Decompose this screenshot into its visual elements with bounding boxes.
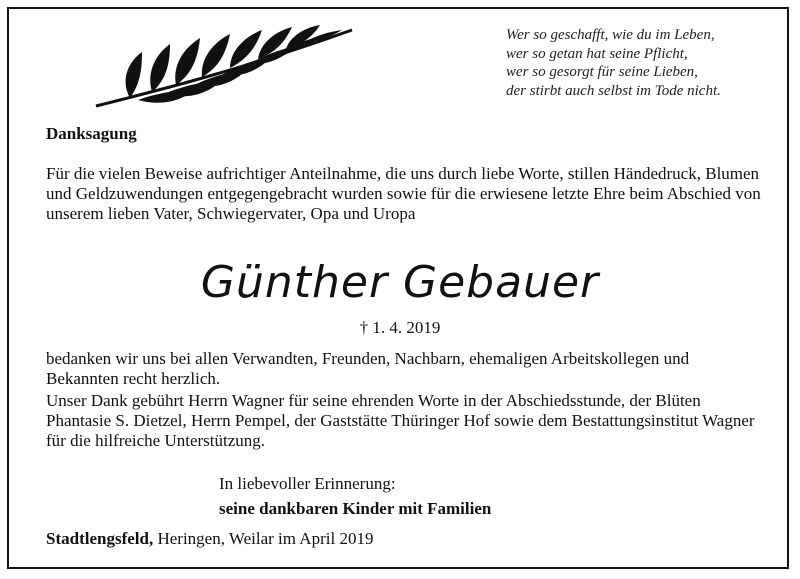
palm-branch-icon <box>90 20 360 110</box>
death-date: † 1. 4. 2019 <box>359 318 441 337</box>
page-title: Danksagung <box>46 124 137 143</box>
deceased-name: Günther Gebauer <box>200 257 600 308</box>
thanks-specific-paragraph: Unser Dank gebührt Herrn Wagner für seine ehrenden Worte in der Abschiedsstunde, der Blüten Phantasie S. Dietzel, Herrn Pempel, der Gaststätte Thüringer Hof sowie dem Bestattungsinstitut Wagner für die hilfreiche Unterstützung. <box>46 391 755 450</box>
place-date-line <box>46 529 373 549</box>
memorial-poem <box>506 26 786 100</box>
place-town: Stadtlengsfeld, <box>46 529 154 548</box>
intro-paragraph: Für die vielen Beweise aufrichtiger Anteilnahme, die uns durch liebe Worte, stillen Händedruck, Blumen und Geldzuwendungen entgegengebracht wurden sowie für die erwiesene letzte Ehre beim Abschied von unserem lieben Vater, Schwiegervater, Opa und Uropa <box>46 164 761 223</box>
poem-line: wer so gesorgt für seine Lieben, <box>506 64 698 80</box>
signoff <box>219 471 491 521</box>
poem-line: Wer so geschafft, wie du im Leben, <box>506 27 715 43</box>
remembrance-line: In liebevoller Erinnerung: <box>219 474 396 493</box>
thanks-general-paragraph: bedanken wir uns bei allen Verwandten, Freunden, Nachbarn, ehemaligen Arbeitskollegen und Bekannten recht herzlich. <box>46 349 690 388</box>
poem-line: der stirbt auch selbst im Tode nicht. <box>506 82 721 99</box>
place-rest: Heringen, Weilar im April 2019 <box>153 529 374 548</box>
family-line: seine dankbaren Kinder mit Familien <box>219 499 492 518</box>
poem-line: wer so getan hat seine Pflicht, <box>506 45 688 62</box>
